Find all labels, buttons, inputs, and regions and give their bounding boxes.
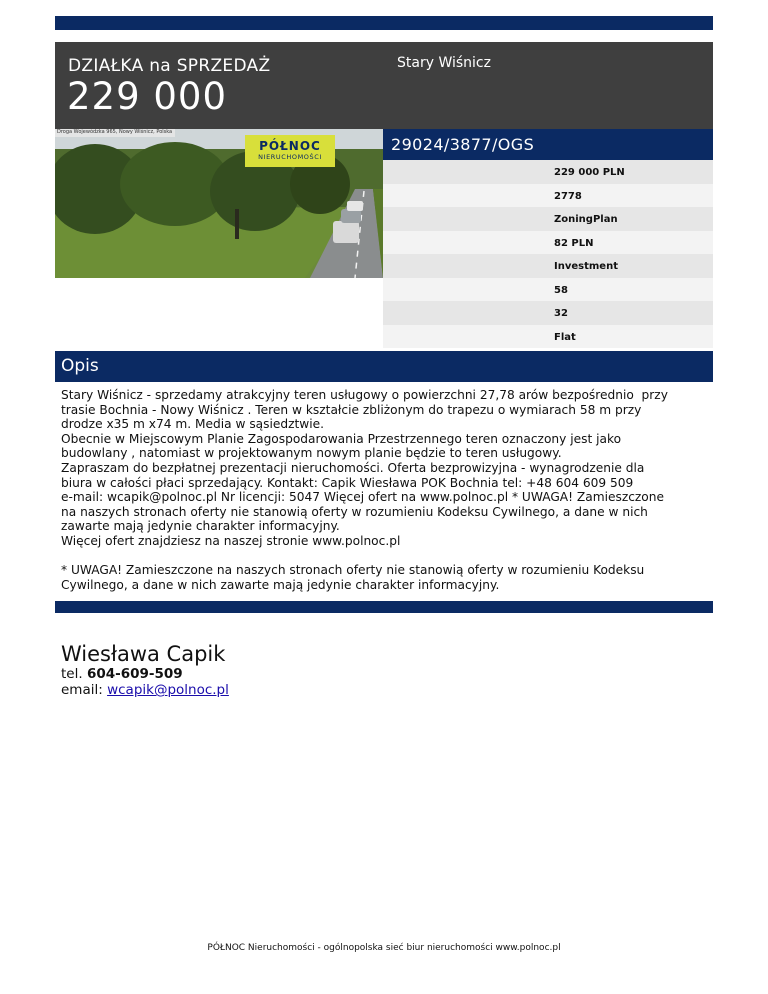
description-line: na naszych stronach oferty nie stanowią oferty w rozumieniu Kodeksu Cywilnego, a dane w nich [61,504,648,519]
disclaimer-line: Cywilnego, a dane w nich zawarte mają jedynie charakter informacyjny. [61,577,500,592]
detail-row-price-per-m2: 82 PLN [383,231,713,255]
description-heading-bar [55,351,713,382]
phone-label: tel. [61,666,83,682]
detail-row-type: Investment [383,254,713,278]
description-text [61,388,711,592]
listing-city: Stary Wiśnicz [397,55,491,71]
offer-id: 29024/3877/OGS [391,135,535,154]
agent-name: Wiesława Capik [61,642,226,666]
phone-number: 604-609-509 [86,666,183,682]
description-line: drodze x35 m x74 m. Media w sąsiedztwie. [61,417,325,432]
detail-row-width: 32 [383,301,713,325]
description-line: budowlany , natomiast w projektowanym nowym planie będzie to teren usługowy. [61,446,562,461]
page-footer: PÓŁNOC Nieruchomości - ogólnopolska sieć biur nieruchomości www.polnoc.pl [207,943,561,953]
detail-row-area: 2778 [383,184,713,208]
description-line: Zapraszam do bezpłatnej prezentacji nieruchomości. Oferta bezprowizyjna - wynagrodzenie dla [61,460,645,475]
detail-row-price: 229 000 PLN [383,160,713,184]
agent-contact [61,642,229,698]
detail-row-zoning: ZoningPlan [383,207,713,231]
offer-details-table [383,160,713,348]
listing-price: 229 000 [67,75,228,118]
description-heading: Opis [61,356,99,376]
description-line: e-mail: wcapik@polnoc.pl Nr licencji: 5047 Więcej ofert na www.polnoc.pl * UWAGA! Zamieszczone [61,490,664,505]
photo-caption: Droga Wojewódzka 965, Nowy Wiśnicz, Polska [57,129,173,135]
listing-type: DZIAŁKA na SPRZEDAŻ [68,56,271,76]
email-link[interactable]: wcapik@polnoc.pl [107,682,229,698]
description-line: Stary Wiśnicz - sprzedamy atrakcyjny teren usługowy o powierzchni 27,78 arów bezpośrednio przy [61,388,668,402]
description-line: zawarte mają jedynie charakter informacyjny. [61,519,340,534]
description-line: Więcej ofert znajdziesz na naszej stronie www.polnoc.pl [61,533,401,548]
agent-phone [61,666,229,682]
description-line: trasie Bochnia - Nowy Wiśnicz . Teren w kształcie zbliżonym do trapezu o wymiarach 58 m przy [61,402,642,417]
top-accent-bar [55,16,713,30]
email-label: email: [61,682,103,698]
section-divider-bar [55,601,713,613]
logo-line1: PÓŁNOC [259,139,321,153]
detail-row-terrain: Flat [383,325,713,349]
offer-id-bar [383,129,713,160]
logo-line2: NIERUCHOMOŚCI [258,153,322,161]
detail-row-length: 58 [383,278,713,302]
listing-header [55,42,713,129]
description-line: Obecnie w Miejscowym Planie Zagospodarowania Przestrzennego teren oznaczony jest jako [61,431,622,446]
description-line: biura w całości płaci sprzedający. Kontakt: Capik Wiesława POK Bochnia tel: +48 604 609 509 [61,475,634,490]
property-photo [55,129,383,278]
agency-logo [247,139,333,161]
disclaimer-line: * UWAGA! Zamieszczone na naszych stronach oferty nie stanowią oferty w rozumieniu Kodeksu [61,563,645,578]
agent-email [61,682,229,698]
